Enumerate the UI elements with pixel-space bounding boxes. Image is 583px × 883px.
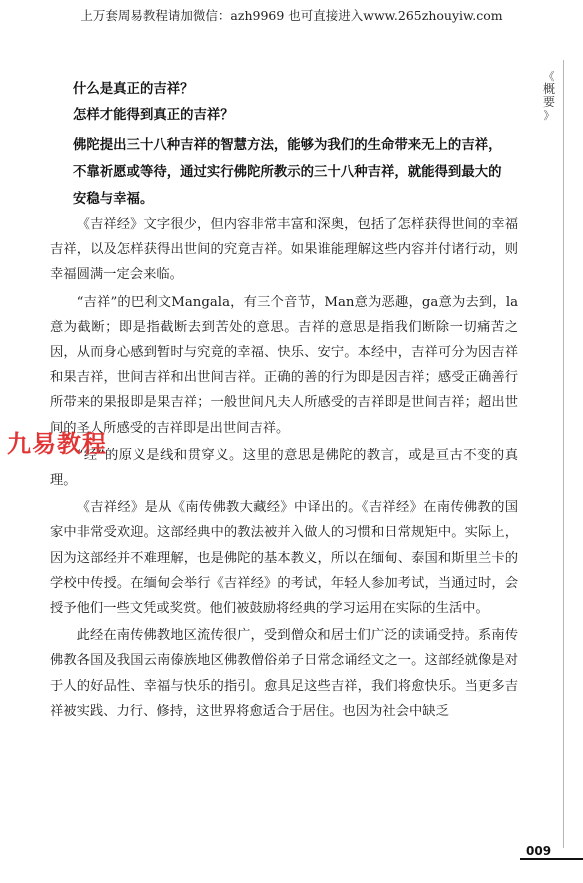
chapter-side-label bbox=[540, 70, 558, 122]
summary-question-2: 怎样才能得到真正的吉祥？ bbox=[73, 108, 234, 123]
side-label-char: 要 bbox=[542, 95, 555, 109]
page-number-rule bbox=[520, 858, 583, 860]
summary-block bbox=[73, 80, 513, 213]
summary-question-1: 什么是真正的吉祥？ bbox=[73, 82, 194, 97]
paragraph: 此经在南传佛教地区流传很广，受到僧众和居士们广泛的读诵受持。系南传佛教各国及我国云南傣族地区佛教僧俗弟子日常念诵经文之一。这部经就像是对于人的好品性、幸福与快乐的指引。愈具足这些吉祥，我们将愈快乐。当更多吉祥被实践、力行、修持，这世界将愈适合于居住。也因为社会中缺乏 bbox=[50, 628, 518, 719]
summary-lead: 佛陀提出三十八种吉祥的智慧方法，能够为我们的生命带来无上的吉祥，不靠祈愿或等待，通过实行佛陀所教示的三十八种吉祥，就能得到最大的安稳与幸福。 bbox=[73, 138, 502, 207]
paragraph: “吉祥”的巴利文Mangala，有三个音节，Man意为恶趣，ga意为去到，la意为截断；即是指截断去到苦处的意思。吉祥的意思是指我们断除一切痛苦之因，从而身心感到暂时与究竟的幸福、快乐、安宁。本经中，吉祥可分为因吉祥和果吉祥，世间吉祥和出世间吉祥。正确的善的行为即是因吉祥；感受正确善行所带来的果报即是果吉祥；一般世间凡夫人所感受的吉祥即是世间吉祥；超出世间的圣人所感受的吉祥即是出世间吉祥。 bbox=[50, 294, 518, 436]
header-watermark: 上万套周易教程请加微信：azh9969 也可直接进入www.265zhouyiw.com bbox=[80, 8, 503, 23]
page-number: 009 bbox=[526, 844, 552, 858]
side-label-close: 》 bbox=[543, 109, 555, 122]
paragraph: 《吉祥经》是从《南传佛教大藏经》中译出的。《吉祥经》在南传佛教的国家中非常受欢迎。这部经典中的教法被并入做人的习惯和日常规矩中。实际上，因为这部经并不难理解，也是佛陀的基本教义，所以在缅甸、泰国和斯里兰卡的学校中传授。在缅甸会举行《吉祥经》的考试，年轻人参加考试，当通过时，会授予他们一些文凭或奖赏。他们被鼓励将经典的学习运用在实际的生活中。 bbox=[50, 500, 518, 617]
paragraph: “经”的原义是线和贯穿义。这里的意思是佛陀的教言，或是亘古不变的真理。 bbox=[50, 447, 518, 489]
margin-rule bbox=[563, 60, 564, 848]
overlay-watermark: 九易教程 bbox=[7, 430, 107, 458]
side-label-char: 概 bbox=[542, 82, 555, 96]
side-label-open: 《 bbox=[543, 70, 555, 83]
body-text bbox=[50, 212, 518, 726]
paragraph: 《吉祥经》文字很少，但内容非常丰富和深奥，包括了怎样获得世间的幸福吉祥，以及怎样获得出世间的究竟吉祥。如果谁能理解这些内容并付诸行动，则幸福圆满一定会来临。 bbox=[50, 217, 518, 283]
